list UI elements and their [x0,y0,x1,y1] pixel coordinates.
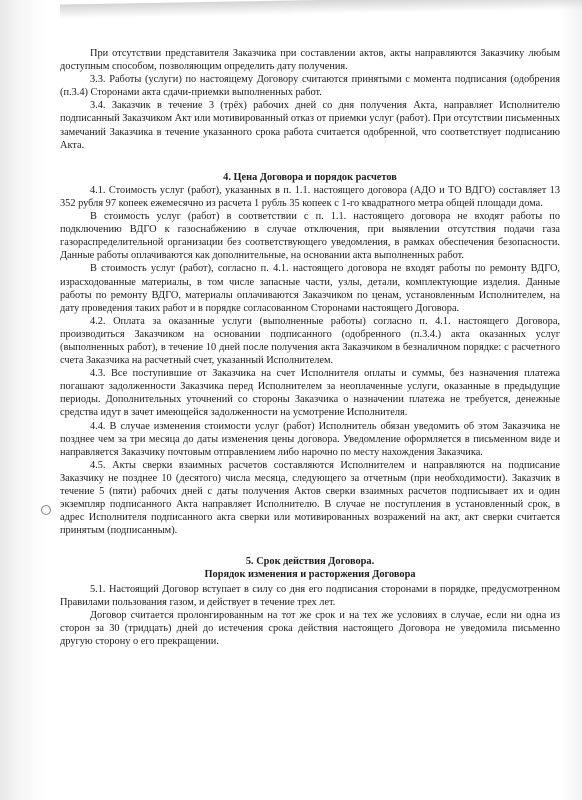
section-4-heading: 4. Цена Договора и порядок расчетов [223,171,397,183]
paragraph-4-3: 4.3. Все поступившие от Заказчика на счет Исполнителя оплаты и суммы, без назначения платежа погашают задолженности Заказчика перед Исполнителем за неоплаченные услуги, оказанные в предыдущие периоды. Дополнительных уточнений со стороны Заказчика о назначении платежа не требуется, денежные средства идут в зачет имеющейся задолженности на усмотрение Исполнителя. [60,368,560,419]
paragraph-4-1: 4.1. Стоимость услуг (работ), указанных в п. 1.1. настоящего договора (АДО и ТО ВДГО) составляет 13 352 рубля 97 копеек ежемесячно из расчета 1 рубль 35 копеек с 1-го квадратного метра общей площади дома. [60,184,560,209]
paragraph-3-3: 3.3. Работы (услуги) по настоящему Договору считаются принятыми с момента подписания (одобрения (п.3.4) Сторонами акта сдачи-приемки выполненных работ. [60,74,560,99]
paragraph-4-5: 4.5. Акты сверки взаимных расчетов составляются Исполнителем и направляются на подписание Заказчику не позднее 10 (десятого) числа месяца, следующего за отчетным (при необходимости). Заказчик в течение 5 (пяти) рабочих дней с даты получения Актов сверки взаимных расчетов подписывает их и один экземпляр подписанного Акта направляет Исполнителю. В случае не поступления в установленный срок, в адрес Исполнителя подписанного акта сверки или мотивированных возражений на акт, акт сверки считается принятым (подписанным). [60,459,560,537]
paragraph-4-2: 4.2. Оплата за оказанные услуги (выполненные работы) согласно п. 4.1. настоящего Договора, производиться Заказчиком на основании подписанного (одобренного (п.3.4.) акта оказанных услуг (выполненных работ), в течение 10 дней после получения акта Заказчиком в безналичном порядке: с расчетного счета Заказчика на расчетный счет, указанный Исполнителем. [60,315,560,367]
paragraph-4-4: 4.4. В случае изменения стоимости услуг (работ) Исполнитель обязан уведомить об этом Заказчика не позднее чем за три месяца до даты изменения цены договора. Уведомление оформляется в письменном виде и направляется Заказчику почтовым отправлением либо нарочно по месту нахождения Заказчика. [60,420,560,458]
section-5-heading: 5. Срок действия Договора. [245,556,375,568]
paragraph-intro: При отсутствии представителя Заказчика при составлении актов, акты направляются Заказчику любым доступным способом, позволяющим определить дату получения. [60,48,560,73]
paragraph-5-1: 5.1. Настоящий Договор вступает в силу со дня его подписания сторонами в порядке, предусмотренном Правилами пользования газом, и действует в течение трех лет. [60,583,560,608]
section-5-subheading: Порядок изменения и расторжения Договора [204,569,416,581]
punch-hole-mark [41,505,51,515]
paragraph-4-1-c: В стоимость услуг (работ), согласно п. 4.1. настоящего договора не входят работы по ремонту ВДГО, израсходованные материалы, в том числе запасные части, узлы, детали, комплектующие изделия. Данные работы по ремонту ВДГО, материалы оплачиваются Заказчиком по ценам, установленным Исполнителем, на дату проведения таких работ и в порядке согласованном Сторонами настоящего Договора. [60,263,560,314]
paragraph-5-1-b: Договор считается пролонгированным на тот же срок и на тех же условиях в случае, если ни одна из сторон за 30 (тридцать) дней до истечения срока действия настоящего Договора не уведомила письменно другую сторону о его прекращении. [60,609,560,647]
document-page [60,47,560,648]
paragraph-4-1-b: В стоимость услуг (работ) в соответствии с п. 1.1. настоящего договора не входят работы по подключению ВДГО к газоснабжению в случае отключения, при выявлении отсутствия подачи газа газораспределительной организации без соответствующего уведомления, в рамках обеспечения безопасности. Данные работы оплачиваются как дополнительные, на основании акта выполненных работ. [60,211,560,262]
paragraph-3-4: 3.4. Заказчик в течение 3 (трёх) рабочих дней со дня получения Акта, направляет Исполнителю подписанный Заказчиком Акт или мотивированный отказ от приемки услуг (работ). При отсутствии письменных замечаний Заказчика в течение указанного срока работа считается одобренной, что соответствует подписанию Акта. [60,100,560,151]
